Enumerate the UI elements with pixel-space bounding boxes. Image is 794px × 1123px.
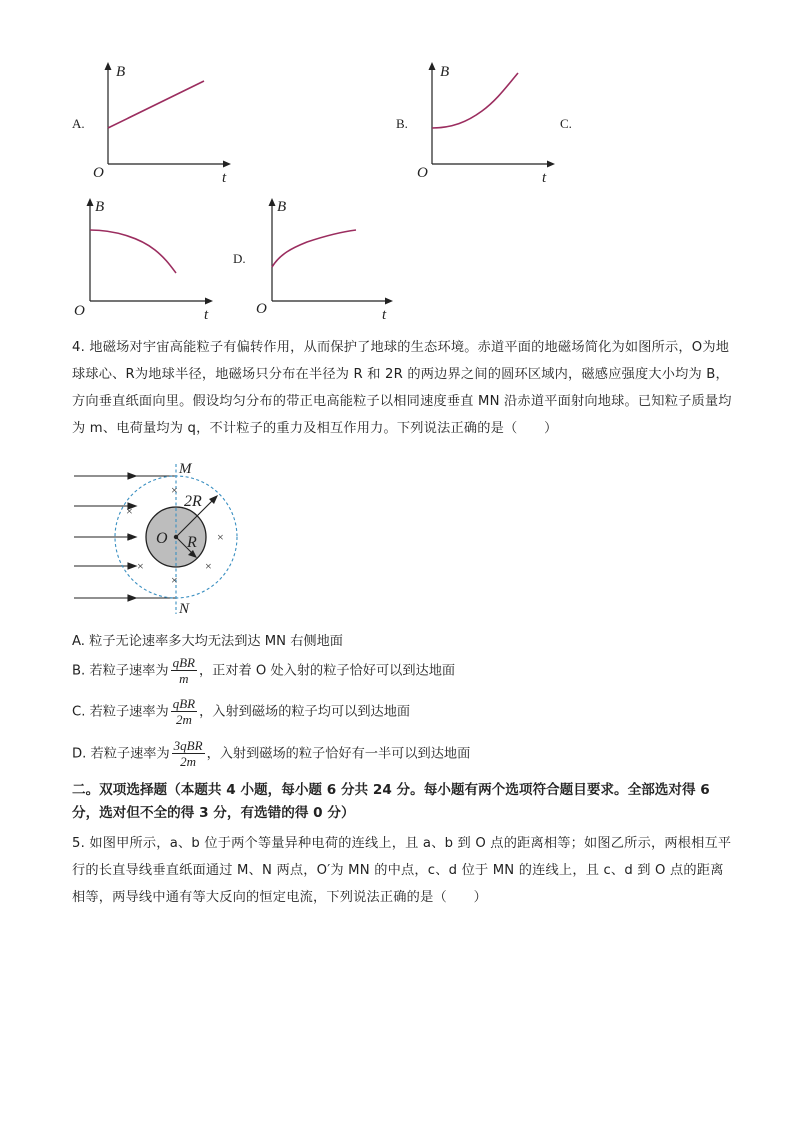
svg-text:×: ×: [217, 530, 224, 544]
section-2-heading: 二。双项选择题（本题共 4 小题，每小题 6 分共 24 分。每小题有两个选项符合题目要求。全部选对得 6 分，选对但不全的得 3 分，有选错的得 0 分）: [72, 782, 710, 821]
graph-c-origin: O: [74, 303, 85, 319]
q4-option-c: C. 若粒子速率为 $\frac{\text{qBR}}{2m}$ ，入射到磁场的粒子均可以到达地面: [72, 696, 411, 727]
svg-text:×: ×: [205, 559, 212, 573]
option-c-label: C.: [560, 116, 572, 131]
option-d-label: D.: [233, 251, 246, 266]
q4-option-b-fraction: $\frac{\text{qBR}}{m}$: [172, 655, 195, 686]
question-4-stem: 4. 地磁场对宇宙高能粒子有偏转作用，从而保护了地球的生态环境。赤道平面的地磁场简化为如图所示，O为地球球心、R为地球半径，地磁场只分布在半径为 R 和 2R 的两边界之间的圆环区域内，磁感应强度大小均为 B，方向垂直纸面向里。假设均匀分布的带正电高能粒子以相同速度垂直 MN 沿赤道平面射向地球。已知粒子质量均为 m、电荷量均为 q，不计粒子的重力及相互作用力。下列说法正确的是（ ）: [72, 340, 732, 436]
graph-b-x-label: t: [542, 170, 547, 184]
svg-text:×: ×: [171, 573, 178, 587]
graph-c-x-label: t: [204, 307, 209, 320]
label-m: M: [179, 461, 192, 477]
graph-b-y-label: B: [440, 64, 450, 80]
graph-c: [70, 192, 220, 320]
graph-b-curve: [432, 73, 518, 128]
option-a-label: A.: [72, 116, 85, 131]
question-5-stem: 5. 如图甲所示，a、b 位于两个等量异种电荷的连线上，且 a、b 到 O 点的距离相等；如图乙所示，两根相互平行的长直导线垂直纸面通过 M、N 两点，O′为 MN 的中点，c、d 位于 MN 的连线上，且 c、d 到 O 点的距离相等，两导线中通有等大反向的恒定电流，下列说法正确的是（ ）: [72, 836, 732, 905]
label-n: N: [179, 601, 190, 617]
q4-option-c-fraction: $\frac{\text{qBR}}{2m}$: [172, 696, 196, 727]
svg-text:×: ×: [126, 530, 133, 544]
svg-text:×: ×: [126, 504, 133, 518]
q4-option-d: D. 若粒子速率为 $\frac{\text{3qBR}}{2m}$ ，入射到磁场的粒子恰好有一半可以到达地面: [72, 738, 471, 769]
graph-c-curve: [90, 230, 176, 273]
graph-a-y-label: B: [116, 64, 126, 80]
svg-text:×: ×: [137, 559, 144, 573]
graph-b: [412, 56, 562, 184]
graph-d-y-label: B: [277, 199, 287, 215]
q4-option-d-fraction: $\frac{\text{3qBR}}{2m}$: [173, 738, 203, 769]
graph-a-origin: O: [93, 165, 104, 181]
graph-c-y-label: B: [95, 199, 105, 215]
geomagnetic-field-figure: [72, 458, 252, 618]
label-r: R: [187, 534, 197, 551]
q4-option-a: A. 粒子无论速率多大均无法到达 MN 右侧地面: [72, 634, 343, 649]
svg-text:×: ×: [171, 483, 178, 497]
option-b-label: B.: [396, 116, 408, 131]
graph-a-x-label: t: [222, 170, 227, 184]
graph-d-curve: [272, 230, 356, 267]
label-2r: 2R: [184, 493, 202, 510]
q4-option-b: B. 若粒子速率为 $\frac{\text{qBR}}{m}$ ，正对着 O 处入射的粒子恰好可以到达地面: [72, 655, 456, 686]
graph-d: [252, 192, 402, 320]
graph-b-origin: O: [417, 165, 428, 181]
graph-d-x-label: t: [382, 307, 387, 320]
label-o: O: [156, 530, 168, 547]
graph-a-curve: [108, 81, 204, 128]
graph-a: [88, 56, 238, 184]
graph-d-origin: O: [256, 301, 267, 317]
